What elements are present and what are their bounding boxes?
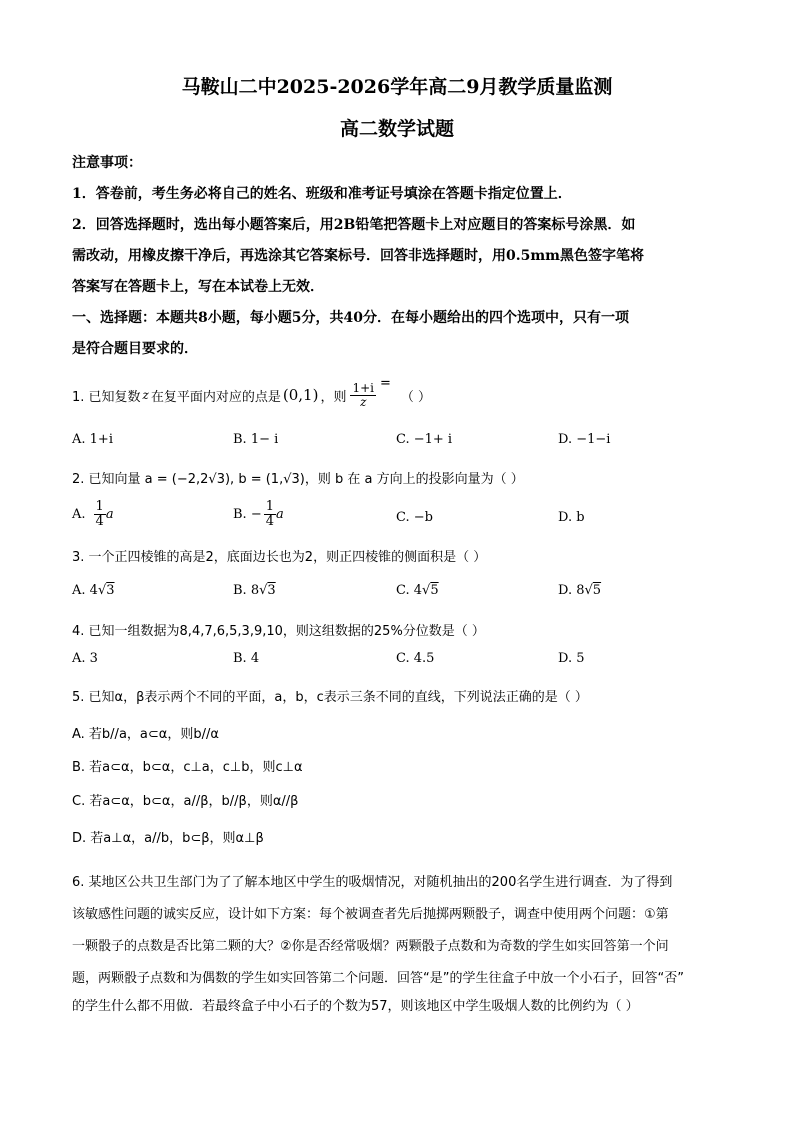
q2-option-d: D. b <box>558 510 585 525</box>
q4-option-a: A. 3 <box>72 651 98 666</box>
q1-option-c: C. −1+ i <box>396 432 453 447</box>
q2-a-var: a <box>105 506 114 522</box>
question-2: 2. 已知向量 a = (−2,2√3), b = (1,√3)，则 b 在 a 方向上的投影向量为（ ） <box>72 472 524 487</box>
note-2-line-3: 答案写在答题卡上，写在本试卷上无效． <box>72 279 324 295</box>
q1-pre: 1. 已知复数 <box>72 389 141 405</box>
q2-option-a <box>72 500 114 528</box>
q4-option-c: C. 4.5 <box>396 651 435 666</box>
q2-a-fraction <box>94 500 106 528</box>
q1-mid: 在复平面内对应的点是 <box>150 389 281 405</box>
q2-a-den: 4 <box>95 513 104 529</box>
q3-c-rad: 5 <box>430 583 439 598</box>
question-4: 4. 已知一组数据为8,4,7,6,5,3,9,10，则这组数据的25%分位数是（ ） <box>72 624 485 639</box>
section-heading-line-2: 是符合题目要求的． <box>72 341 198 357</box>
notes-heading: 注意事项： <box>72 155 142 171</box>
q3-b-coef: B. 8 <box>233 583 260 598</box>
q1-post: ，则 <box>320 389 347 405</box>
q1-point: (0,1) <box>282 386 319 404</box>
q1-option-d: D. −1−i <box>558 432 611 447</box>
q3-option-a: A. 4√3 <box>72 583 115 598</box>
q2-b-var: a <box>276 506 284 522</box>
q3-a-rad: 3 <box>106 583 115 598</box>
q3-option-d: D. 8√5 <box>558 583 602 598</box>
q5-option-b: B. 若a⊂α，b⊂α，c⊥a，c⊥b，则c⊥α <box>72 760 303 775</box>
question-6-line-2: 该敏感性问题的诚实反应，设计如下方案：每个被调查者先后抛掷两颗骰子，调查中使用两个问题：①第 <box>72 907 669 922</box>
q2-b-fraction <box>264 500 276 528</box>
q5-option-c: C. 若a⊂α，b⊂α，a//β，b//β，则α//β <box>72 794 299 809</box>
q1-option-b: B. 1− i <box>233 432 279 447</box>
q3-c-coef: C. 4 <box>396 583 423 598</box>
q1-fraction <box>350 382 376 408</box>
q3-option-b: B. 8√3 <box>233 583 276 598</box>
q2-a-num: 1 <box>95 499 104 514</box>
q2-option-b <box>233 500 284 528</box>
question-6-line-3: 一颗骰子的点数是否比第二颗的大？②你是否经常吸烟？两颗骰子点数和为奇数的学生如实回答第一个问 <box>72 939 669 954</box>
q2-b-num: 1 <box>265 499 274 514</box>
q2-b-den: 4 <box>265 513 274 529</box>
q3-option-c: C. 4√5 <box>396 583 439 598</box>
q5-option-a: A. 若b//a，a⊂α，则b//α <box>72 727 219 742</box>
q3-d-coef: D. 8 <box>558 583 585 598</box>
note-2-line-2: 需改动，用橡皮擦干净后，再选涂其它答案标号．回答非选择题时，用0.5mm黑色签字笔将 <box>72 248 644 264</box>
question-6-line-5: 的学生什么都不用做．若最终盒子中小石子的个数为57，则该地区中学生吸烟人数的比例约为（ ） <box>72 999 639 1014</box>
q2-option-c: C. −b <box>396 510 433 525</box>
q1-option-a: A. 1+i <box>72 432 113 447</box>
q3-d-rad: 5 <box>592 583 602 598</box>
q1-frac-num: 1+i <box>352 380 374 395</box>
question-6-line-4: 题，两颗骰子点数和为偶数的学生如实回答第二个问题．回答“是”的学生往盒子中放一个小石子，回答“否” <box>72 971 684 986</box>
q1-eq: = <box>380 375 391 391</box>
note-1: 1．答卷前，考生务必将自己的姓名、班级和准考证号填涂在答题卡指定位置上． <box>72 186 572 202</box>
q1-frac-den: z <box>360 394 367 409</box>
q4-option-d: D. 5 <box>558 651 585 666</box>
page-subtitle: 高二数学试题 <box>339 118 454 140</box>
question-3: 3. 一个正四棱锥的高是2，底面边长也为2，则正四棱锥的侧面积是（ ） <box>72 550 487 565</box>
q4-option-b: B. 4 <box>233 651 260 666</box>
question-6-line-1: 6. 某地区公共卫生部门为了了解本地区中学生的吸烟情况，对随机抽出的200名学生进行调查．为了得到 <box>72 875 673 890</box>
q2-a-label: A. <box>72 506 86 522</box>
q2-b-label: B. − <box>233 506 262 522</box>
question-5: 5. 已知α，β表示两个不同的平面，a，b，c表示三条不同的直线，下列说法正确的是（ ） <box>72 690 588 705</box>
section-heading-line-1: 一、选择题：本题共8小题，每小题5分，共40分．在每小题给出的四个选项中，只有一项 <box>72 310 629 326</box>
q3-a-coef: A. 4 <box>72 583 98 598</box>
note-2-line-1: 2．回答选择题时，选出每小题答案后，用2B铅笔把答题卡上对应题目的答案标号涂黑．如 <box>72 217 636 233</box>
question-1 <box>72 372 431 418</box>
q1-paren: （ ） <box>400 389 432 405</box>
q3-b-rad: 3 <box>267 583 276 598</box>
q5-option-d: D. 若a⊥α，a//b，b⊂β，则α⊥β <box>72 831 264 846</box>
page-title: 马鞍山二中2025-2026学年高二9月教学质量监测 <box>181 76 613 98</box>
q1-z: z <box>142 388 149 402</box>
